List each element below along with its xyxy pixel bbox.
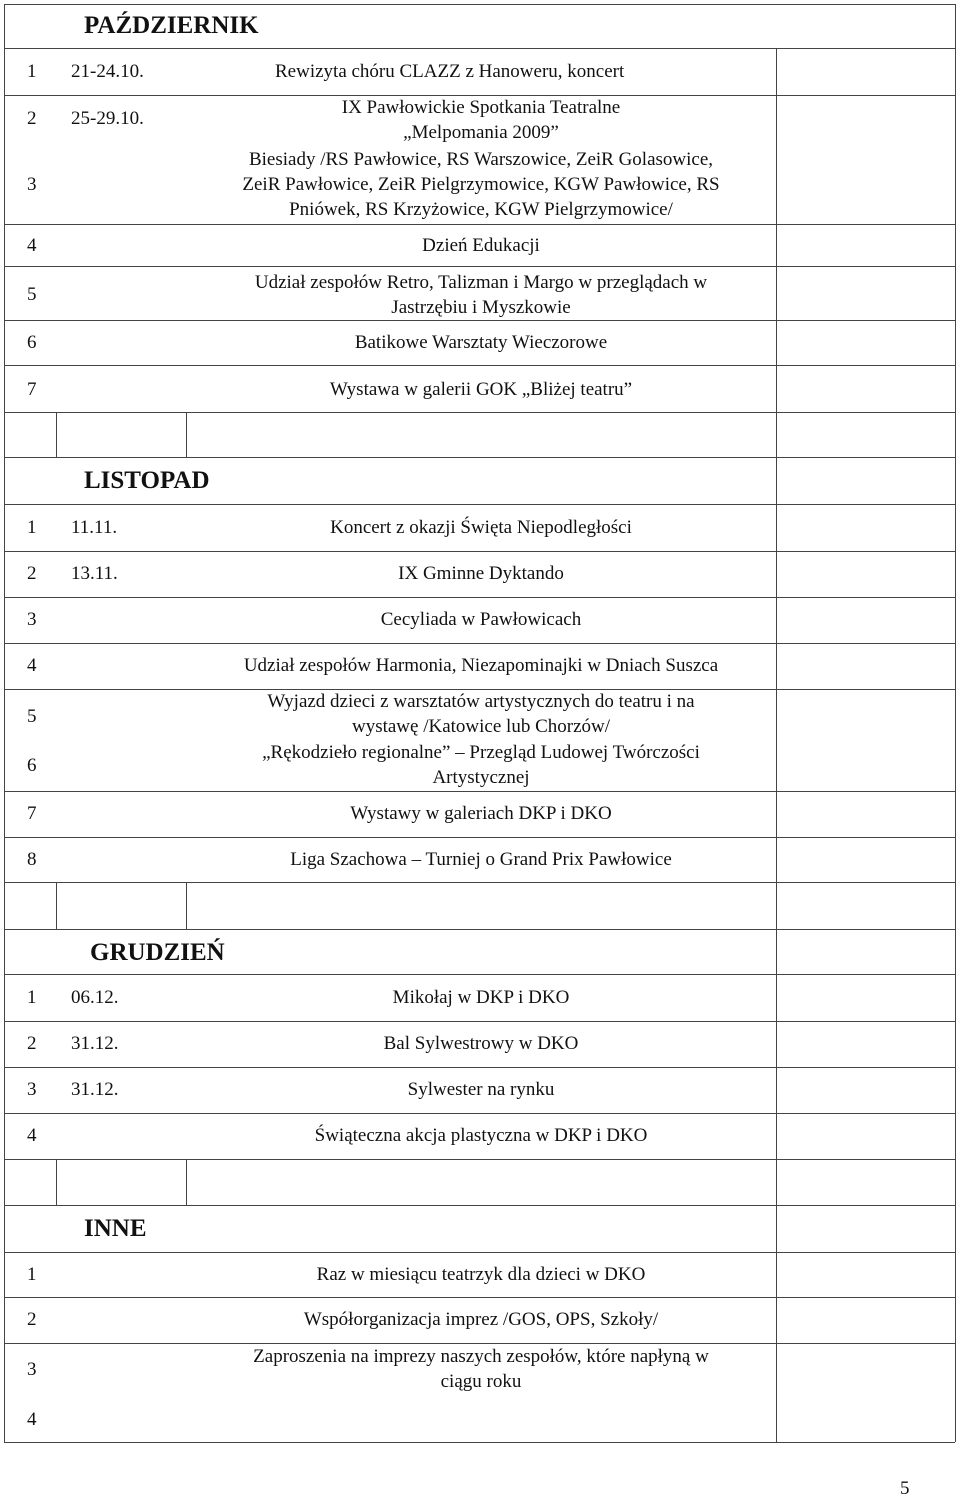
row-event-line: „Rękodzieło regionalne” – Przegląd Ludowej Twórczości: [262, 742, 700, 763]
row-number: 1: [27, 61, 37, 82]
row-number: 3: [27, 1079, 37, 1100]
row-number: 2: [27, 1309, 37, 1330]
row-event: IX Gminne Dyktando: [398, 563, 564, 584]
table-border-left: [4, 4, 5, 1442]
row-event: Wystawy w galeriach DKP i DKO: [350, 803, 612, 824]
row-event-line: Biesiady /RS Pawłowice, RS Warszowice, ZeiR Golasowice,: [248, 149, 714, 170]
row-number: 7: [27, 379, 37, 400]
row-number: 6: [27, 332, 37, 353]
row-event-line: ZeiR Pawłowice, ZeiR Pielgrzymowice, KGW Pawłowice, RS: [242, 174, 720, 195]
row-number: 5: [27, 284, 37, 305]
row-event: Współorganizacja imprez /GOS, OPS, Szkoły/: [303, 1309, 659, 1330]
row-event: Cecyliada w Pawłowicach: [380, 609, 582, 630]
row-date: 25-29.10.: [71, 108, 144, 129]
row-number: 6: [27, 755, 37, 776]
row-number: 2: [27, 1033, 37, 1054]
page-number: 5: [900, 1478, 910, 1499]
section-title: PAŹDZIERNIK: [84, 12, 259, 39]
row-number: 3: [27, 1359, 37, 1380]
row-event: Świąteczna akcja plastyczna w DKP i DKO: [314, 1125, 648, 1146]
row-number: 7: [27, 803, 37, 824]
table-border-right: [955, 4, 956, 1442]
row-date: 21-24.10.: [71, 61, 144, 82]
row-number: 4: [27, 1409, 37, 1430]
row-event-line: „Melpomania 2009”: [403, 122, 559, 143]
row-event: Koncert z okazji Święta Niepodległości: [330, 517, 632, 538]
row-event: Rewizyta chóru CLAZZ z Hanoweru, koncert: [275, 61, 625, 82]
row-number: 5: [27, 706, 37, 727]
row-event: Wystawa w galerii GOK „Bliżej teatru”: [329, 379, 633, 400]
row-number: 3: [27, 174, 37, 195]
row-event: Bal Sylwestrowy w DKO: [383, 1033, 579, 1054]
row-date: 31.12.: [71, 1079, 119, 1100]
row-event-line: IX Pawłowickie Spotkania Teatralne: [341, 97, 621, 118]
row-number: 8: [27, 849, 37, 870]
row-number: 1: [27, 987, 37, 1008]
row-event: Mikołaj w DKP i DKO: [392, 987, 570, 1008]
row-number: 2: [27, 108, 37, 129]
row-event: Raz w miesiącu teatrzyk dla dzieci w DKO: [316, 1264, 646, 1285]
row-number: 4: [27, 1125, 37, 1146]
row-event-line: Udział zespołów Retro, Talizman i Margo w przeglądach w: [254, 272, 708, 293]
section-title: GRUDZIEŃ: [90, 939, 225, 966]
row-event: Sylwester na rynku: [407, 1079, 555, 1100]
table-column-divider: [776, 48, 777, 1442]
section-title: LISTOPAD: [84, 467, 210, 494]
row-event-line: wystawę /Katowice lub Chorzów/: [351, 716, 611, 737]
row-event-line: Jastrzębiu i Myszkowie: [391, 297, 571, 318]
row-event-line: Artystycznej: [432, 767, 530, 788]
row-number: 1: [27, 517, 37, 538]
row-event: Dzień Edukacji: [422, 235, 540, 256]
row-event-line: Pniówek, RS Krzyżowice, KGW Pielgrzymowice/: [289, 199, 673, 220]
section-title: INNE: [84, 1215, 147, 1242]
row-event-line: Wyjazd dzieci z warsztatów artystycznych do teatru i na: [267, 691, 695, 712]
row-number: 4: [27, 235, 37, 256]
row-event: Liga Szachowa – Turniej o Grand Prix Pawłowice: [290, 849, 672, 870]
row-date: 06.12.: [71, 987, 119, 1008]
row-number: 2: [27, 563, 37, 584]
row-event-line: Zaproszenia na imprezy naszych zespołów, które napłyną w: [253, 1346, 709, 1367]
row-date: 13.11.: [71, 563, 118, 584]
row-date: 11.11.: [71, 517, 118, 538]
row-event: Udział zespołów Harmonia, Niezapominajki w Dniach Suszca: [243, 655, 719, 676]
row-number: 4: [27, 655, 37, 676]
row-number: 1: [27, 1264, 37, 1285]
row-event-line: ciągu roku: [440, 1371, 522, 1392]
row-event: Batikowe Warsztaty Wieczorowe: [354, 332, 608, 353]
row-number: 3: [27, 609, 37, 630]
row-date: 31.12.: [71, 1033, 119, 1054]
